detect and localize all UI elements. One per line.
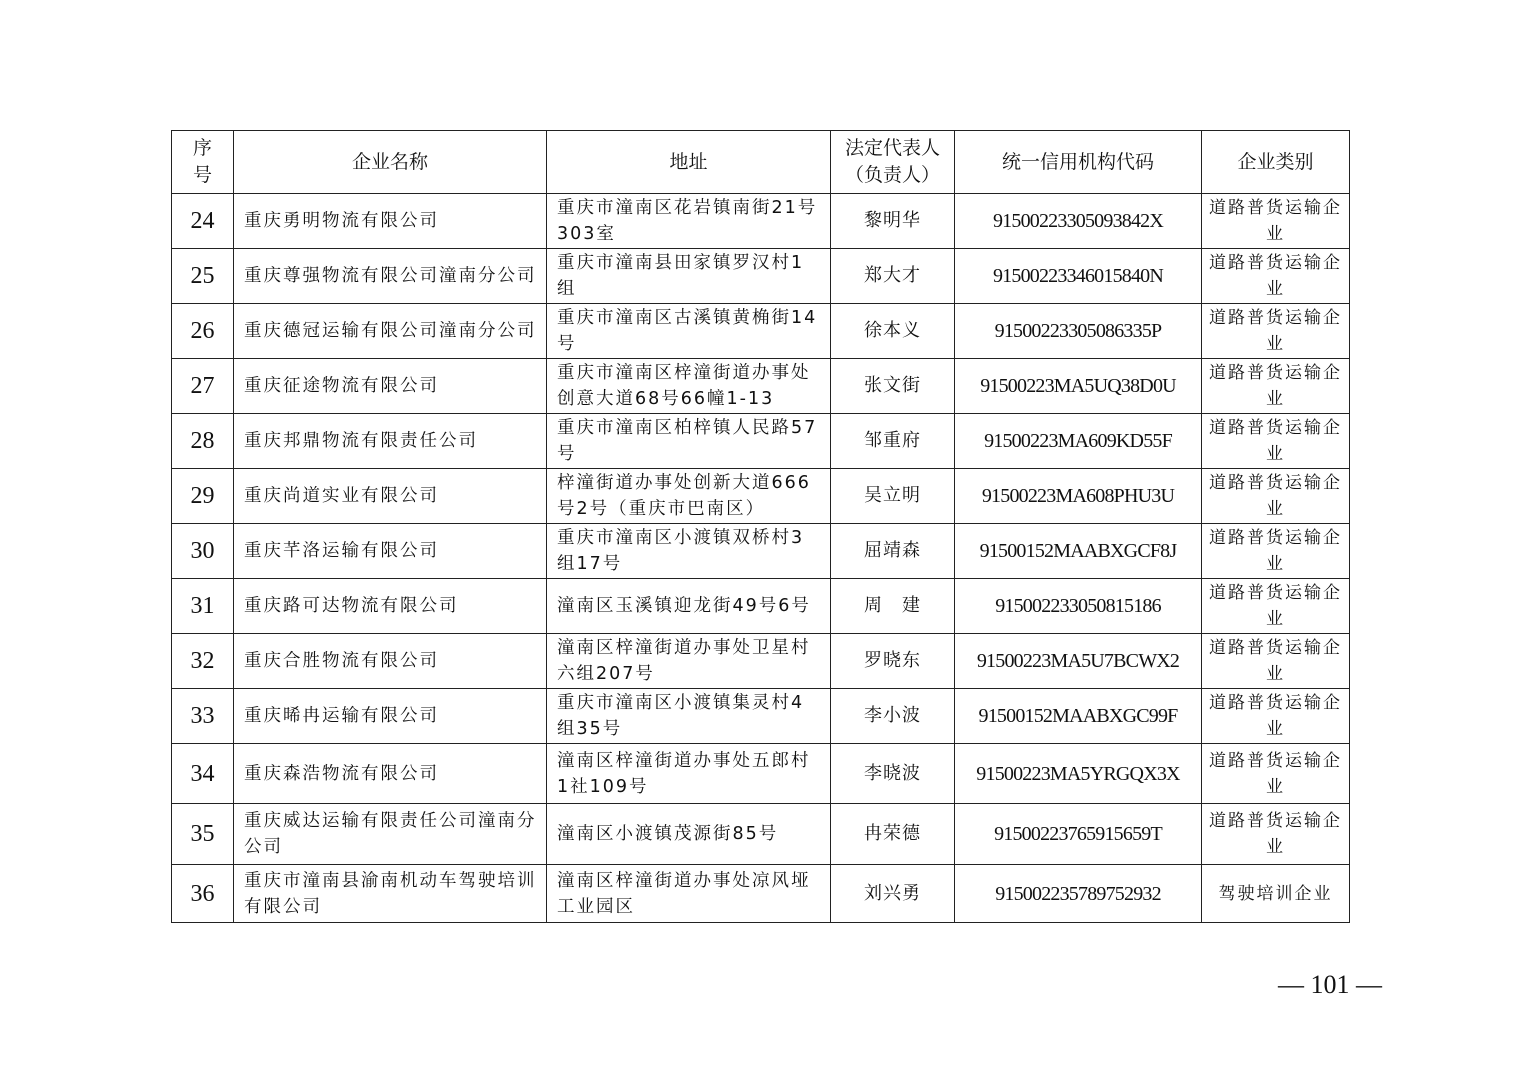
table-row <box>172 304 1350 359</box>
cell-name: 重庆威达运输有限责任公司潼南分公司 <box>234 804 547 865</box>
cell-address: 重庆市潼南区小渡镇双桥村3组17号 <box>547 524 831 579</box>
cell-credit-code: 91500223765915659T <box>955 804 1202 865</box>
cell-category: 道路普货运输企业 <box>1202 469 1350 524</box>
cell-credit-code: 91500223346015840N <box>955 249 1202 304</box>
cell-name: 重庆尊强物流有限公司潼南分公司 <box>234 249 547 304</box>
cell-no: 31 <box>172 579 234 634</box>
cell-category: 道路普货运输企业 <box>1202 524 1350 579</box>
cell-category: 道路普货运输企业 <box>1202 359 1350 414</box>
cell-representative: 刘兴勇 <box>831 865 955 923</box>
header-name: 企业名称 <box>234 131 547 194</box>
header-credit-code: 统一信用机构代码 <box>955 131 1202 194</box>
cell-representative: 冉荣德 <box>831 804 955 865</box>
cell-category: 道路普货运输企业 <box>1202 249 1350 304</box>
cell-category: 道路普货运输企业 <box>1202 579 1350 634</box>
cell-representative: 屈靖森 <box>831 524 955 579</box>
cell-credit-code: 91500223MA609KD55F <box>955 414 1202 469</box>
cell-address: 潼南区梓潼街道办事处凉风垭工业园区 <box>547 865 831 923</box>
cell-no: 30 <box>172 524 234 579</box>
cell-name: 重庆晞冉运输有限公司 <box>234 689 547 744</box>
cell-credit-code: 91500152MAABXGC99F <box>955 689 1202 744</box>
table-row <box>172 414 1350 469</box>
table-row <box>172 249 1350 304</box>
cell-no: 36 <box>172 865 234 923</box>
header-representative: 法定代表人 （负责人） <box>831 131 955 194</box>
table-header <box>172 131 1350 194</box>
cell-name: 重庆合胜物流有限公司 <box>234 634 547 689</box>
cell-address: 重庆市潼南区梓潼街道办事处创意大道68号66幢1-13 <box>547 359 831 414</box>
header-row <box>172 131 1350 194</box>
table-row <box>172 865 1350 923</box>
cell-representative: 张文街 <box>831 359 955 414</box>
table-row <box>172 744 1350 804</box>
table-row <box>172 194 1350 249</box>
cell-representative: 李小波 <box>831 689 955 744</box>
table-row <box>172 579 1350 634</box>
cell-category: 道路普货运输企业 <box>1202 744 1350 804</box>
cell-address: 重庆市潼南区小渡镇集灵村4组35号 <box>547 689 831 744</box>
cell-name: 重庆征途物流有限公司 <box>234 359 547 414</box>
cell-no: 28 <box>172 414 234 469</box>
cell-credit-code: 91500223MA5YRGQX3X <box>955 744 1202 804</box>
cell-representative: 吴立明 <box>831 469 955 524</box>
table-row <box>172 359 1350 414</box>
cell-representative: 郑大才 <box>831 249 955 304</box>
cell-address: 潼南区梓潼街道办事处五郎村1社109号 <box>547 744 831 804</box>
cell-category: 驾驶培训企业 <box>1202 865 1350 923</box>
cell-credit-code: 91500223MA5U7BCWX2 <box>955 634 1202 689</box>
cell-no: 26 <box>172 304 234 359</box>
cell-address: 梓潼街道办事处创新大道666号2号（重庆市巴南区） <box>547 469 831 524</box>
cell-name: 重庆市潼南县渝南机动车驾驶培训有限公司 <box>234 865 547 923</box>
cell-category: 道路普货运输企业 <box>1202 634 1350 689</box>
cell-category: 道路普货运输企业 <box>1202 414 1350 469</box>
table-row <box>172 634 1350 689</box>
cell-no: 34 <box>172 744 234 804</box>
cell-name: 重庆芊洛运输有限公司 <box>234 524 547 579</box>
cell-credit-code: 91500223305086335P <box>955 304 1202 359</box>
cell-credit-code: 915002235789752932 <box>955 865 1202 923</box>
enterprise-table <box>171 130 1350 923</box>
header-category: 企业类别 <box>1202 131 1350 194</box>
page-number: — 101 — <box>1278 970 1382 999</box>
cell-no: 29 <box>172 469 234 524</box>
cell-credit-code: 91500223305093842X <box>955 194 1202 249</box>
table-body <box>172 194 1350 923</box>
cell-representative: 周 建 <box>831 579 955 634</box>
cell-address: 潼南区玉溪镇迎龙街49号6号 <box>547 579 831 634</box>
cell-name: 重庆路可达物流有限公司 <box>234 579 547 634</box>
cell-no: 27 <box>172 359 234 414</box>
cell-no: 35 <box>172 804 234 865</box>
cell-category: 道路普货运输企业 <box>1202 304 1350 359</box>
cell-address: 重庆市潼南区古溪镇黄桷街14号 <box>547 304 831 359</box>
header-address: 地址 <box>547 131 831 194</box>
cell-no: 33 <box>172 689 234 744</box>
cell-category: 道路普货运输企业 <box>1202 194 1350 249</box>
cell-representative: 邹重府 <box>831 414 955 469</box>
cell-representative: 李晓波 <box>831 744 955 804</box>
cell-no: 32 <box>172 634 234 689</box>
cell-name: 重庆德冠运输有限公司潼南分公司 <box>234 304 547 359</box>
cell-address: 重庆市潼南区花岩镇南街21号303室 <box>547 194 831 249</box>
cell-name: 重庆勇明物流有限公司 <box>234 194 547 249</box>
table-row <box>172 804 1350 865</box>
cell-credit-code: 91500152MAABXGCF8J <box>955 524 1202 579</box>
cell-representative: 黎明华 <box>831 194 955 249</box>
cell-name: 重庆邦鼎物流有限责任公司 <box>234 414 547 469</box>
table-row <box>172 689 1350 744</box>
cell-address: 潼南区小渡镇茂源街85号 <box>547 804 831 865</box>
table-row <box>172 469 1350 524</box>
table-row <box>172 524 1350 579</box>
cell-address: 重庆市潼南县田家镇罗汉村1组 <box>547 249 831 304</box>
cell-category: 道路普货运输企业 <box>1202 804 1350 865</box>
cell-address: 潼南区梓潼街道办事处卫星村六组207号 <box>547 634 831 689</box>
cell-credit-code: 91500223MA5UQ38D0U <box>955 359 1202 414</box>
cell-no: 24 <box>172 194 234 249</box>
cell-credit-code: 915002233050815186 <box>955 579 1202 634</box>
cell-credit-code: 91500223MA608PHU3U <box>955 469 1202 524</box>
cell-representative: 徐本义 <box>831 304 955 359</box>
cell-name: 重庆森浩物流有限公司 <box>234 744 547 804</box>
cell-name: 重庆尚道实业有限公司 <box>234 469 547 524</box>
header-no: 序 号 <box>172 131 234 194</box>
cell-no: 25 <box>172 249 234 304</box>
cell-address: 重庆市潼南区柏梓镇人民路57号 <box>547 414 831 469</box>
cell-representative: 罗晓东 <box>831 634 955 689</box>
cell-category: 道路普货运输企业 <box>1202 689 1350 744</box>
